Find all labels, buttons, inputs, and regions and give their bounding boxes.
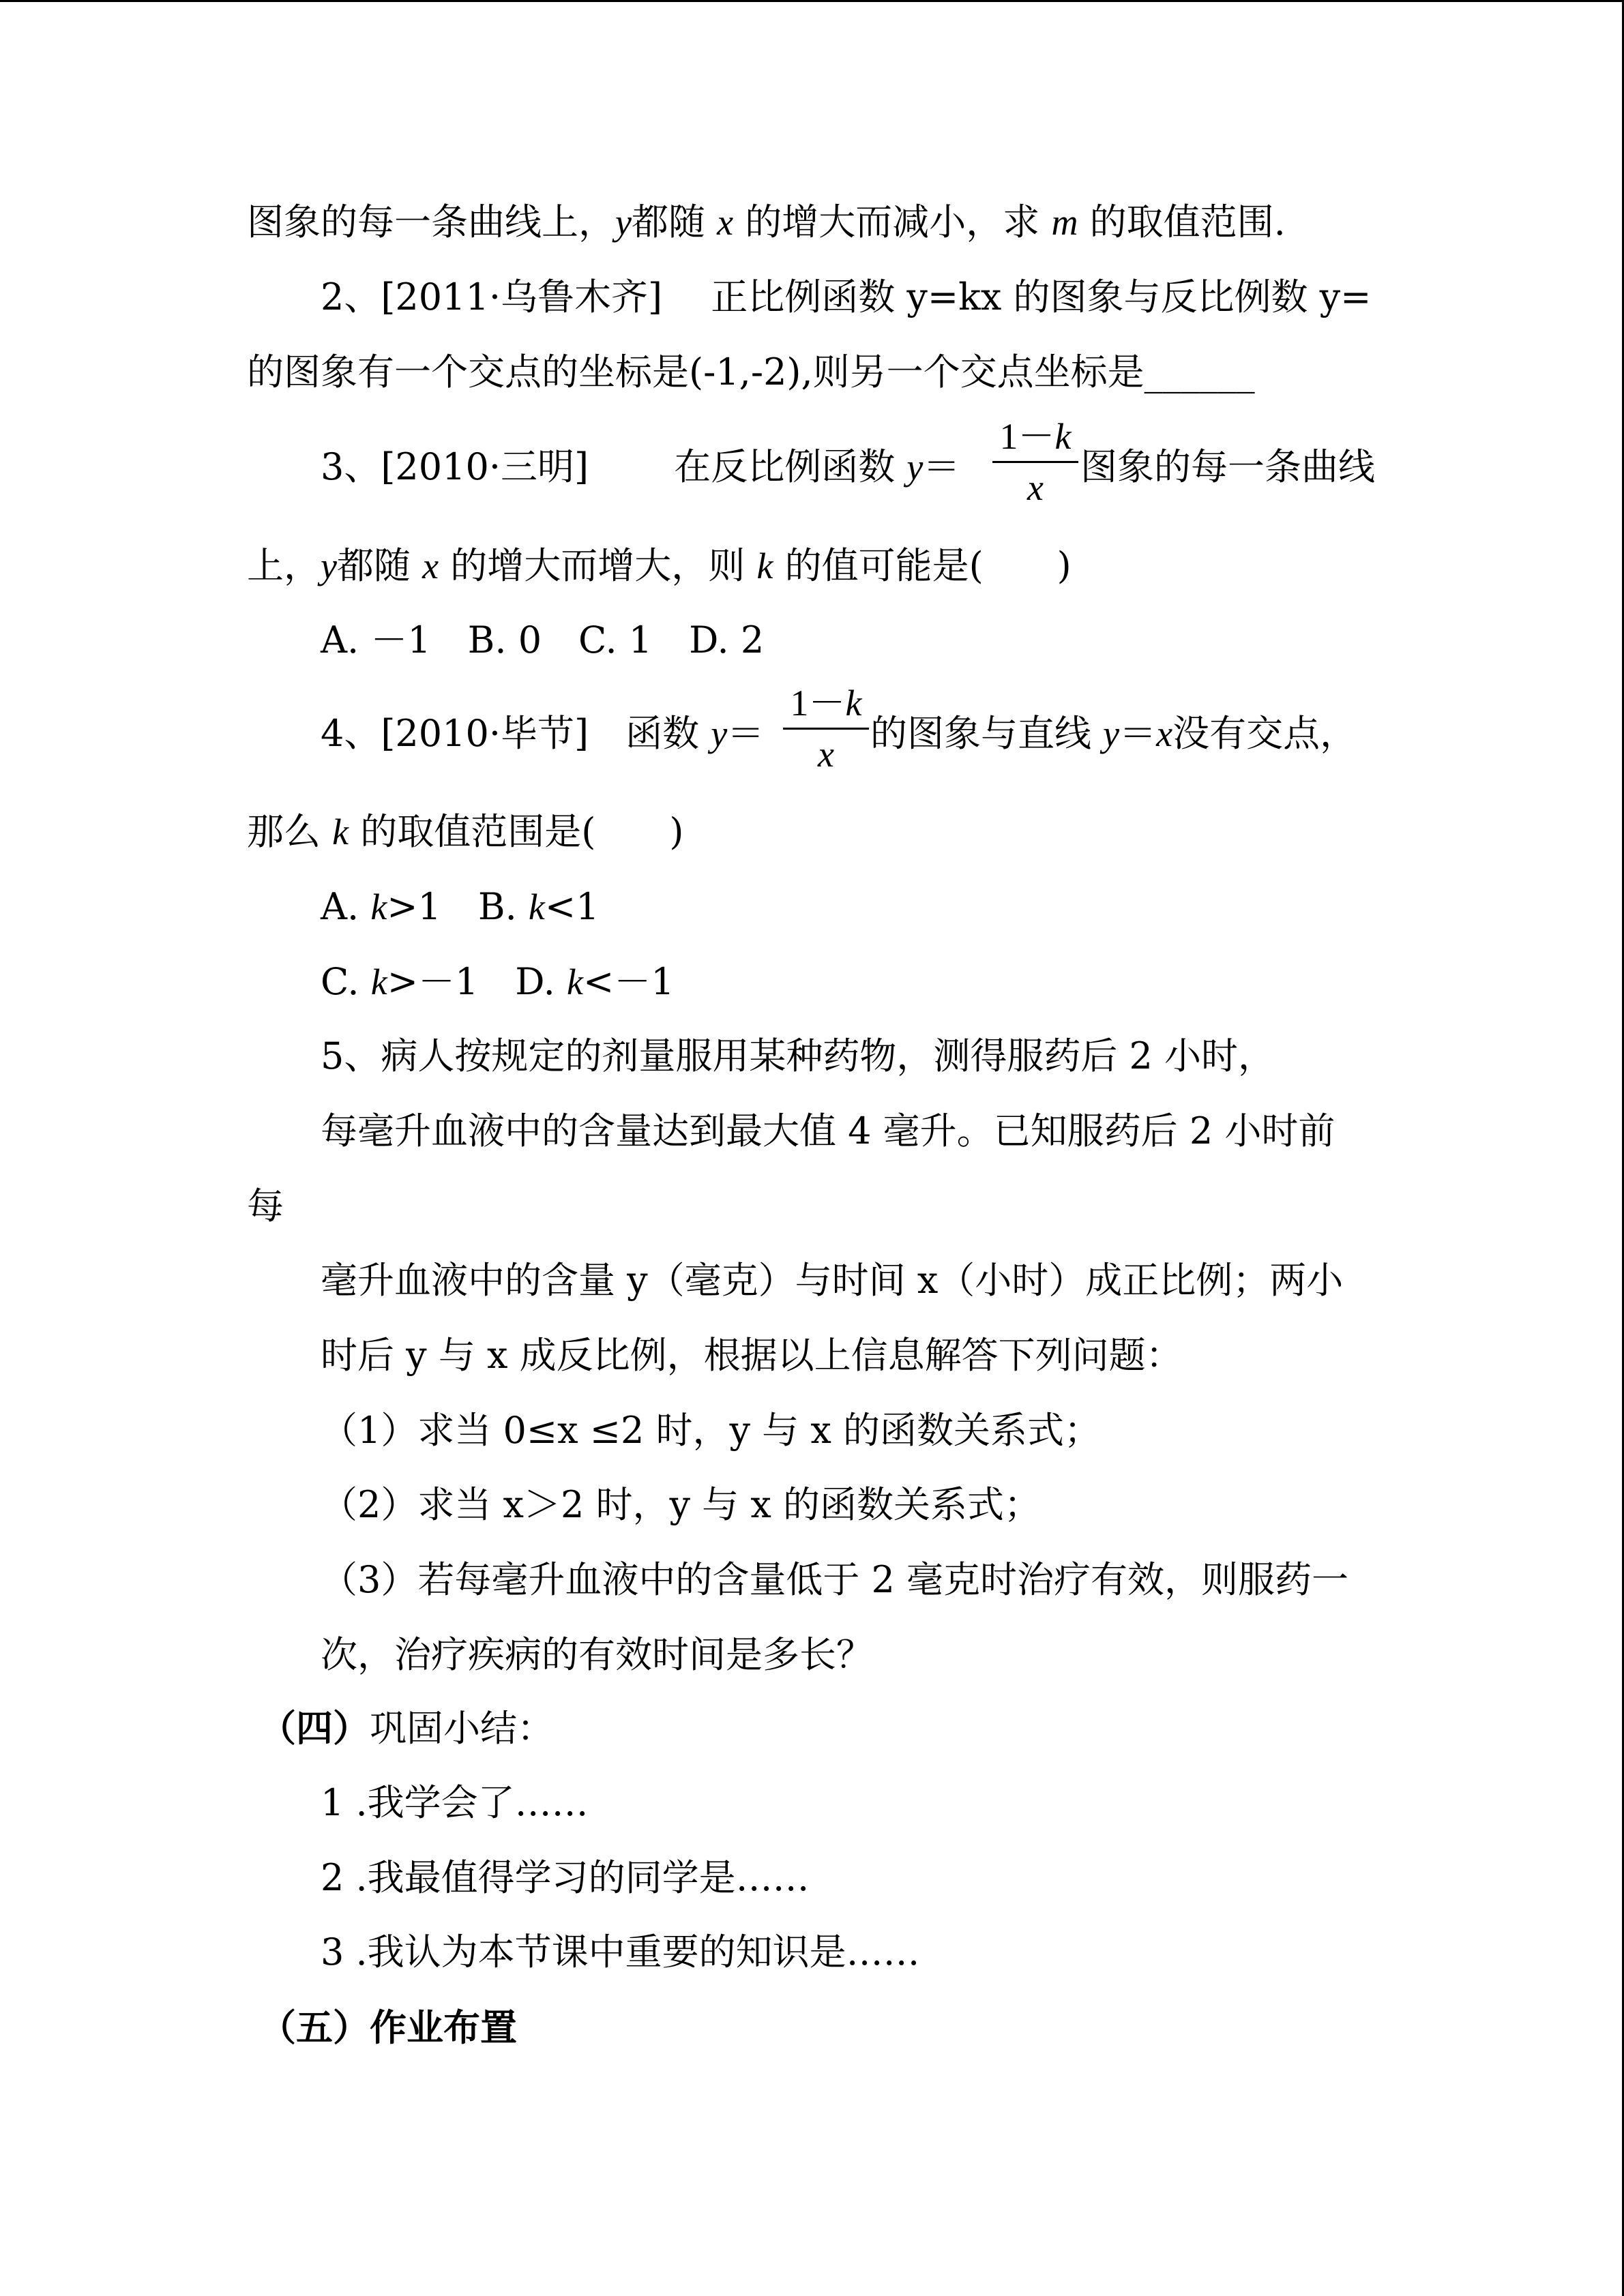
text: 的值可能是( ) (773, 544, 1072, 587)
text: 的取值范围. (1078, 200, 1286, 243)
q4-line1 (321, 713, 764, 754)
var-y: y (615, 202, 632, 243)
text: 都随 (631, 200, 718, 243)
text: 那么 (247, 810, 333, 853)
text: 的取值范围是( ) (349, 810, 684, 853)
text: <－1 (582, 960, 675, 1003)
var-m: m (1051, 202, 1078, 243)
var-x: x (717, 202, 734, 243)
var-y: y (1103, 713, 1120, 754)
equals-sign: ＝ (727, 712, 765, 755)
var-k: k (756, 546, 773, 586)
text: 上， (247, 544, 321, 587)
q4-options-ab (321, 886, 600, 927)
q2-line2: 的图象有一个交点的坐标是(-1,-2),则另一个交点坐标是______ (247, 351, 1255, 393)
fraction-numerator (992, 416, 1078, 461)
equals-sign: ＝ (923, 445, 960, 488)
text: 的增大而增大，则 (439, 544, 757, 587)
var-x: x (1156, 713, 1173, 754)
text: A. (321, 885, 371, 928)
text: <1 (544, 885, 600, 928)
q4-line2 (247, 811, 683, 852)
summary-item-2: 2 .我最值得学习的同学是…… (321, 1856, 810, 1899)
section-title: 巩固小结： (370, 1707, 554, 1750)
text: 4、[2010·毕节] 函数 (321, 712, 711, 755)
page-border-top (0, 0, 1624, 2)
q4-suffix (870, 713, 1357, 754)
text: >－1 D. (387, 960, 567, 1003)
var-x: x (422, 546, 439, 586)
q1-tail-line (247, 202, 1286, 243)
q5-line5: 时后 y 与 x 成反比例，根据以上信息解答下列问题： (321, 1334, 1183, 1377)
fraction-denominator: x (1027, 467, 1044, 508)
text: 的增大而减小，求 (733, 200, 1052, 243)
q3-options: A. －1 B. 0 C. 1 D. 2 (321, 618, 765, 661)
q3-fraction (992, 416, 1078, 508)
text: C. (321, 960, 371, 1003)
q3-line1 (321, 447, 960, 488)
fraction-denominator: x (818, 734, 834, 775)
q3-suffix: 图象的每一条曲线 (1080, 445, 1375, 488)
q5-sub3a: （3）若每毫升血液中的含量低于 2 毫克时治疗有效，则服药一 (321, 1558, 1349, 1601)
text: 都随 (336, 544, 423, 587)
q5-sub1: （1）求当 0≤x ≤2 时，y 与 x 的函数关系式； (321, 1409, 1101, 1452)
text: 1－ (790, 683, 846, 724)
q5-sub2: （2）求当 x＞2 时，y 与 x 的函数关系式； (321, 1483, 1041, 1526)
q5-line1: 5、病人按规定的剂量服用某种药物，测得服药后 2 小时， (321, 1034, 1275, 1077)
var-y: y (321, 546, 337, 586)
q5-sub3b: 次，治疗疾病的有效时间是多长？ (321, 1633, 873, 1676)
q4-fraction (783, 683, 869, 775)
text: 没有交点， (1172, 712, 1357, 755)
q3-line2 (247, 546, 1072, 586)
var-k: k (528, 886, 545, 927)
summary-heading (259, 1708, 554, 1749)
text: 图象的每一条曲线上， (247, 200, 615, 243)
equals-sign: ＝ (1119, 712, 1157, 755)
var-k: k (845, 683, 862, 724)
var-k: k (370, 886, 387, 927)
homework-heading: （五）作业布置 (259, 2006, 517, 2049)
section-number: （四） (259, 1706, 370, 1750)
var-y: y (711, 713, 728, 754)
text: 的图象与直线 (870, 712, 1104, 755)
summary-item-3: 3 .我认为本节课中重要的知识是…… (321, 1930, 920, 1973)
q5-line4: 毫升血液中的含量 y（毫克）与时间 x（小时）成正比例；两小 (321, 1259, 1344, 1302)
var-k: k (370, 961, 387, 1002)
text: 1－ (999, 416, 1055, 457)
var-k: k (332, 811, 349, 852)
var-k: k (567, 961, 583, 1002)
q4-options-cd (321, 961, 675, 1002)
q5-line3: 每 (247, 1184, 284, 1227)
q2-line1: 2、[2011·乌鲁木齐] 正比例函数 y=kx 的图象与反比例数 y= (321, 275, 1372, 318)
q5-line2: 每毫升血液中的含量达到最大值 4 毫升。已知服药后 2 小时前 (321, 1109, 1335, 1152)
summary-item-1: 1 .我学会了…… (321, 1781, 589, 1824)
fraction-numerator (783, 683, 869, 728)
text: 3、[2010·三明] 在反比例函数 (321, 445, 907, 488)
var-y: y (906, 447, 924, 488)
text: >1 B. (387, 885, 529, 928)
var-k: k (1054, 416, 1072, 457)
